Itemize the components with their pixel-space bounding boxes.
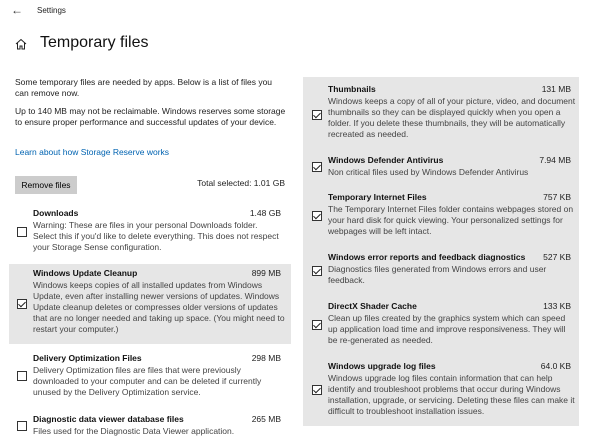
item-downloads xyxy=(9,203,291,259)
item-name: Delivery Optimization Files xyxy=(33,353,142,363)
item-name: DirectX Shader Cache xyxy=(328,301,417,311)
item-thumbnails xyxy=(303,81,579,143)
item-description: Windows upgrade log files contain information that can help identify and troubleshoot problems that occur during Windows installation, upgrade, or servicing. Deleting these files can make it difficult to troubleshoot installation issues. xyxy=(328,373,575,416)
app-title: Settings xyxy=(37,6,66,15)
item-size: 757 KB xyxy=(543,192,571,202)
item-description: Windows keeps a copy of all of your picture, video, and document thumbnails so they can be displayed quickly when you open a folder. If you delete these thumbnails, they will be automatically recreated as needed. xyxy=(328,96,576,139)
item-description: Diagnostics files generated from Windows errors and user feedback. xyxy=(328,264,547,285)
item-description: Clean up files created by the graphics system which can speed up application load time and improve responsiveness. They will be re-generated as needed. xyxy=(328,313,566,345)
item-description: Files used for the Diagnostic Data Viewer application. xyxy=(33,426,235,436)
item-name: Thumbnails xyxy=(328,84,376,94)
right-file-list-panel xyxy=(303,77,579,426)
item-size: 64.0 KB xyxy=(540,361,571,371)
item-description: Warning: These are files in your personal Downloads folder. Select this if you'd like to delete everything. This does not respect your Storage Sense configuration. xyxy=(33,220,279,252)
item-description: Non critical files used by Windows Defender Antivirus xyxy=(328,167,529,177)
item-name: Temporary Internet Files xyxy=(328,192,427,202)
home-icon[interactable] xyxy=(15,38,27,50)
item-name: Windows upgrade log files xyxy=(328,361,436,371)
item-size: 1.48 GB xyxy=(249,208,281,218)
item-name: Diagnostic data viewer database files xyxy=(33,414,184,424)
item-diagnostic-data-viewer xyxy=(9,410,291,446)
item-name: Windows Defender Antivirus xyxy=(328,155,444,165)
intro-text: Some temporary files are needed by apps. Below is a list of files you can remove now. xyxy=(15,77,273,98)
windows-upgrade-logs-checkbox[interactable] xyxy=(312,385,322,395)
total-selected: Total selected: 1.01 GB xyxy=(197,178,285,188)
item-delivery-optimization xyxy=(9,349,291,403)
windows-update-cleanup-checkbox[interactable] xyxy=(17,299,27,309)
windows-defender-checkbox[interactable] xyxy=(312,162,322,172)
item-size: 7.94 MB xyxy=(539,155,571,165)
item-size: 131 MB xyxy=(541,84,571,94)
item-name: Downloads xyxy=(33,208,79,218)
delivery-optimization-checkbox[interactable] xyxy=(17,371,27,381)
page-title: Temporary files xyxy=(40,34,149,51)
thumbnails-checkbox[interactable] xyxy=(312,110,322,120)
item-size: 527 KB xyxy=(543,252,571,262)
downloads-checkbox[interactable] xyxy=(17,227,27,237)
item-size: 298 MB xyxy=(251,353,281,363)
item-description: The Temporary Internet Files folder contains webpages stored on your hard disk for quick viewing. Your personalized settings for webpages will be left intact. xyxy=(328,204,574,236)
item-description: Windows keeps copies of all installed updates from Windows Update, even after installing newer versions of updates. Windows Update cleanup deletes or compresses older versions of updates that are no longer needed and taking up space. (You might need to restart your computer.) xyxy=(33,280,285,334)
back-arrow-icon[interactable]: ← xyxy=(11,3,23,17)
storage-reserve-link[interactable]: Learn about how Storage Reserve works xyxy=(15,147,170,157)
item-size: 265 MB xyxy=(251,414,281,424)
title-bar xyxy=(0,0,600,22)
diagnostic-data-viewer-checkbox[interactable] xyxy=(17,421,27,431)
item-name: Windows error reports and feedback diagnostics xyxy=(328,252,526,262)
item-directx-shader-cache xyxy=(303,298,579,350)
item-size: 899 MB xyxy=(251,268,281,278)
temporary-internet-files-checkbox[interactable] xyxy=(312,211,322,221)
remove-files-button[interactable]: Remove files xyxy=(15,176,77,194)
item-description: Delivery Optimization files are files that were previously downloaded to your computer and can be deleted if currently unused by the Delivery Optimization service. xyxy=(33,365,262,397)
storage-reserve-text: Up to 140 MB may not be reclaimable. Windows reserves some storage to ensure proper performance and successful updates of your device. xyxy=(15,106,286,127)
item-windows-update-cleanup xyxy=(9,264,291,344)
directx-shader-cache-checkbox[interactable] xyxy=(312,320,322,330)
item-windows-upgrade-logs xyxy=(303,358,579,424)
item-name: Windows Update Cleanup xyxy=(33,268,138,278)
item-windows-error-reports xyxy=(303,249,579,289)
item-windows-defender xyxy=(303,152,579,180)
windows-error-reports-checkbox[interactable] xyxy=(312,266,322,276)
item-temporary-internet-files xyxy=(303,189,579,241)
item-size: 133 KB xyxy=(543,301,571,311)
